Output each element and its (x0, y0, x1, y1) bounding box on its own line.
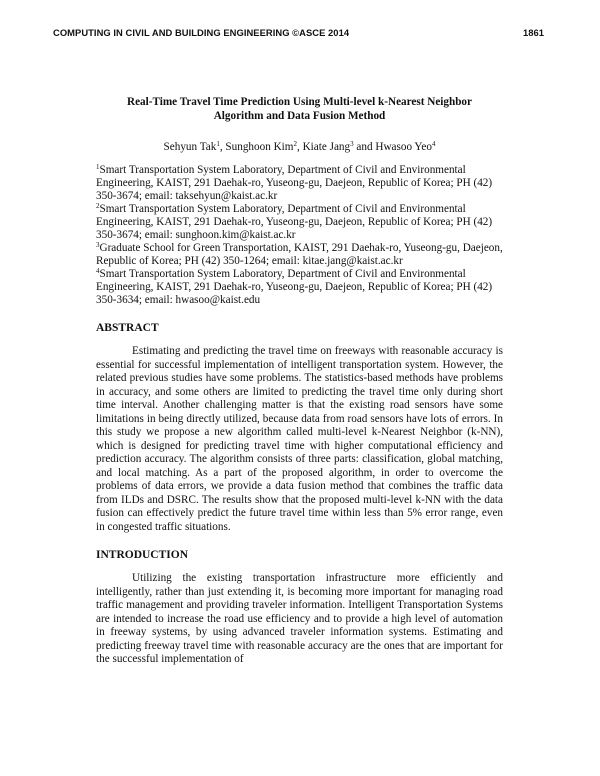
author-name: Sunghoon Kim (225, 141, 294, 153)
introduction-heading: INTRODUCTION (96, 549, 189, 561)
affiliation-text: Smart Transportation System Laboratory, Department of Civil and Environmental Engineering, KAIST, 291 Daehak-ro, Yuseong-gu, Daejeon, Republic of Korea; PH (42) 350-3674; email: sunghoon.kim@kaist.ac.kr (96, 203, 493, 241)
author-affil-mark: 4 (431, 140, 436, 148)
affiliation-text: Smart Transportation System Laboratory, Department of Civil and Environmental Engineering, KAIST, 291 Daehak-ro, Yuseong-gu, Daejeon, Republic of Korea; PH (42) 350-3674; email: taksehyun@kaist.ac.kr (96, 164, 493, 202)
paper-page (96, 95, 503, 667)
affiliation (96, 242, 503, 268)
page-number: 1861 (522, 27, 544, 38)
abstract-heading: ABSTRACT (96, 322, 159, 334)
author-affil-mark: 1 (216, 140, 220, 148)
running-header (53, 27, 544, 38)
affiliation-text: Smart Transportation System Laboratory, Department of Civil and Environmental Engineering, KAIST, 291 Daehak-ro, Yuseong-gu, Daejeon, Republic of Korea; PH (42) 350-3634; email: hwasoo@kaist.edu (96, 268, 493, 306)
affiliation (96, 164, 503, 203)
affiliation-mark: 2 (96, 202, 100, 210)
author-separator: , (219, 141, 226, 153)
author-name: Hwasoo Yeo (375, 141, 432, 153)
journal-name: COMPUTING IN CIVIL AND BUILDING ENGINEERING ©ASCE 2014 (53, 27, 350, 38)
author-name: Kiate Jang (302, 141, 351, 153)
affiliation-mark: 1 (96, 163, 100, 171)
author-list (96, 140, 503, 154)
paper-title (96, 95, 503, 123)
abstract-body: Estimating and predicting the travel time on freeways with reasonable accuracy is essential for successful implementation of intelligent transportation system. However, the related previous studies have some problems. The statistics-based methods have problems in accuracy, and some others are limited to predicting the travel time only during short time interval. Another challenging matter is that the existing road sensors have some limitations in being directly utilized, because data from road sensors have lots of errors. In this study we propose a new algorithm called multi-level k-Nearest Neighbor (k-NN), which is designed for predicting travel time with higher computational efficiency and prediction accuracy. The algorithm consists of three parts: classification, global matching, and local matching. As a part of the proposed algorithm, in order to overcome the problems of data errors, we provide a data fusion method that combines the traffic data from ILDs and DSRC. The results show that the proposed multi-level k-NN with the data fusion can effectively predict the future travel time within less than 5% error range, even in congested traffic situations. (96, 345, 503, 533)
affiliation-mark: 4 (96, 267, 100, 275)
introduction-body: Utilizing the existing transportation infrastructure more efficiently and intelligently, rather than just extending it, is becoming more important for managing road traffic management and providing traveler information. Intelligent Transportation Systems are intended to increase the road use efficiency and to provide a high level of automation in freeway systems, by using advanced traveler information systems. Estimating and predicting freeway travel time with reasonable accuracy are the ones that are important for the successful implementation of (96, 572, 503, 665)
affiliation (96, 203, 503, 242)
affiliation-mark: 3 (96, 241, 100, 249)
author-separator: , (297, 141, 303, 153)
affiliation-list (96, 164, 503, 307)
title-line: Real-Time Travel Time Prediction Using Multi-level k-Nearest Neighbor (126, 96, 472, 108)
affiliation-text: Graduate School for Green Transportation, KAIST, 291 Daehak-ro, Yuseong-gu, Daejeon, Republic of Korea; PH (42) 350-1264; email: kitae.jang@kaist.ac.kr (96, 242, 503, 267)
affiliation (96, 268, 503, 307)
title-line: Algorithm and Data Fusion Method (213, 110, 386, 122)
author-affil-mark: 2 (293, 140, 297, 148)
author-affil-mark: 3 (350, 140, 354, 148)
author-name: Sehyun Tak (163, 141, 217, 153)
author-separator: and (353, 141, 376, 153)
